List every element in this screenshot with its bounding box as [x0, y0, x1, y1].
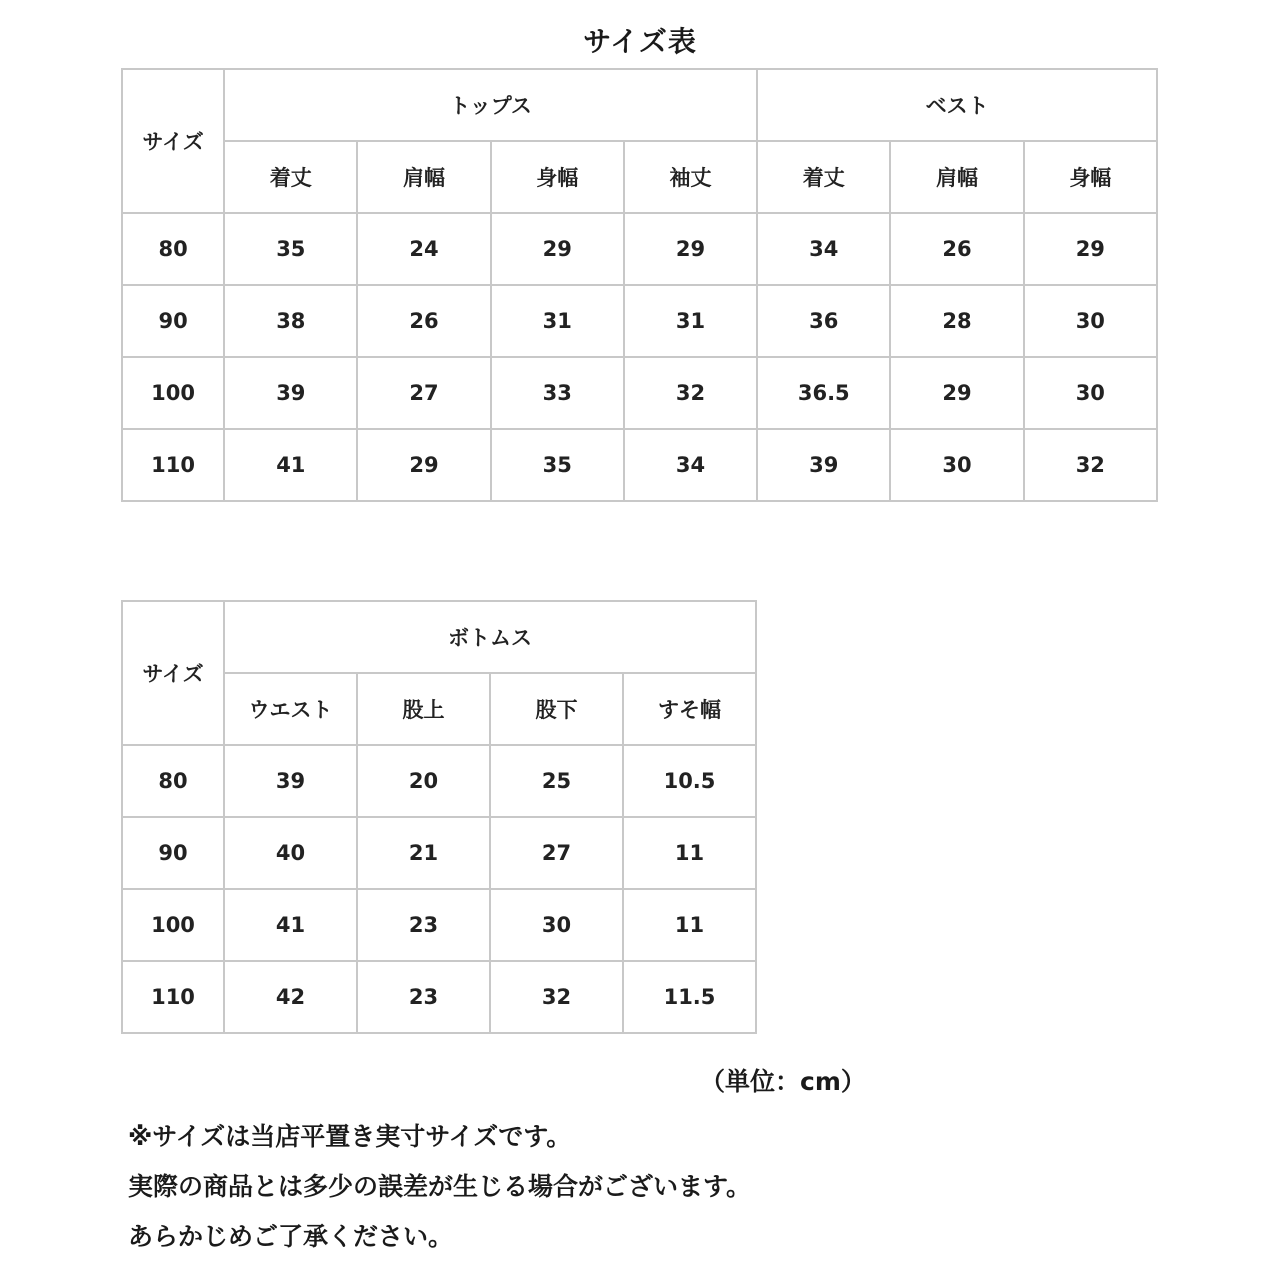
- note-line: あらかじめご了承ください。: [128, 1222, 454, 1251]
- table-row: [122, 213, 1157, 285]
- value-cell: 25: [490, 745, 623, 817]
- value-cell: 41: [224, 889, 357, 961]
- value-cell: 30: [890, 429, 1023, 501]
- value-cell: 35: [224, 213, 357, 285]
- column-header: 着丈: [224, 141, 357, 213]
- value-cell: 39: [224, 357, 357, 429]
- table-row: [122, 961, 756, 1033]
- value-cell: 29: [890, 357, 1023, 429]
- value-cell: 21: [357, 817, 490, 889]
- value-cell: 36: [757, 285, 890, 357]
- size-cell: 110: [122, 961, 224, 1033]
- value-cell: 31: [491, 285, 624, 357]
- note-line: ※サイズは当店平置き実寸サイズです。: [128, 1122, 572, 1151]
- size-cell: 80: [122, 745, 224, 817]
- value-cell: 33: [491, 357, 624, 429]
- value-cell: 10.5: [623, 745, 756, 817]
- value-cell: 11: [623, 889, 756, 961]
- value-cell: 39: [224, 745, 357, 817]
- size-cell: 90: [122, 817, 224, 889]
- value-cell: 29: [1024, 213, 1157, 285]
- size-cell: 80: [122, 213, 224, 285]
- value-cell: 29: [624, 213, 757, 285]
- value-cell: 26: [890, 213, 1023, 285]
- page-title: サイズ表: [583, 25, 697, 58]
- value-cell: 38: [224, 285, 357, 357]
- value-cell: 29: [491, 213, 624, 285]
- column-header: 着丈: [757, 141, 890, 213]
- value-cell: 32: [624, 357, 757, 429]
- column-header: 肩幅: [890, 141, 1023, 213]
- size-cell: 110: [122, 429, 224, 501]
- tops-group-header: トップス: [224, 69, 757, 141]
- column-header: 身幅: [1024, 141, 1157, 213]
- size-header: サイズ: [122, 69, 224, 213]
- value-cell: 40: [224, 817, 357, 889]
- column-header: 袖丈: [624, 141, 757, 213]
- size-cell: 100: [122, 889, 224, 961]
- value-cell: 32: [1024, 429, 1157, 501]
- value-cell: 23: [357, 889, 490, 961]
- tops-vest-size-table: [121, 68, 1158, 502]
- value-cell: 23: [357, 961, 490, 1033]
- value-cell: 11.5: [623, 961, 756, 1033]
- column-header: 肩幅: [357, 141, 490, 213]
- value-cell: 30: [490, 889, 623, 961]
- value-cell: 27: [490, 817, 623, 889]
- column-header: すそ幅: [623, 673, 756, 745]
- value-cell: 34: [624, 429, 757, 501]
- bottoms-group-header: ボトムス: [224, 601, 756, 673]
- unit-note: （単位：cm）: [700, 1067, 866, 1096]
- table-row: [122, 817, 756, 889]
- value-cell: 29: [357, 429, 490, 501]
- value-cell: 31: [624, 285, 757, 357]
- value-cell: 34: [757, 213, 890, 285]
- value-cell: 28: [890, 285, 1023, 357]
- table-row: [122, 745, 756, 817]
- table-row: [122, 889, 756, 961]
- size-cell: 100: [122, 357, 224, 429]
- value-cell: 26: [357, 285, 490, 357]
- size-header: サイズ: [122, 601, 224, 745]
- value-cell: 27: [357, 357, 490, 429]
- tops-table-body: [122, 213, 1157, 501]
- value-cell: 11: [623, 817, 756, 889]
- value-cell: 41: [224, 429, 357, 501]
- value-cell: 35: [491, 429, 624, 501]
- table-row: [122, 285, 1157, 357]
- value-cell: 20: [357, 745, 490, 817]
- column-header: 股下: [490, 673, 623, 745]
- column-header: 股上: [357, 673, 490, 745]
- vest-group-header: ベスト: [757, 69, 1157, 141]
- table-row: [122, 357, 1157, 429]
- notes: [128, 1112, 751, 1262]
- bottoms-table-body: [122, 745, 756, 1033]
- bottoms-size-table: [121, 600, 757, 1034]
- size-cell: 90: [122, 285, 224, 357]
- table-row: [122, 429, 1157, 501]
- value-cell: 36.5: [757, 357, 890, 429]
- value-cell: 24: [357, 213, 490, 285]
- value-cell: 30: [1024, 285, 1157, 357]
- value-cell: 42: [224, 961, 357, 1033]
- value-cell: 30: [1024, 357, 1157, 429]
- column-header: ウエスト: [224, 673, 357, 745]
- value-cell: 39: [757, 429, 890, 501]
- column-header: 身幅: [491, 141, 624, 213]
- note-line: 実際の商品とは多少の誤差が生じる場合がございます。: [128, 1172, 752, 1201]
- value-cell: 32: [490, 961, 623, 1033]
